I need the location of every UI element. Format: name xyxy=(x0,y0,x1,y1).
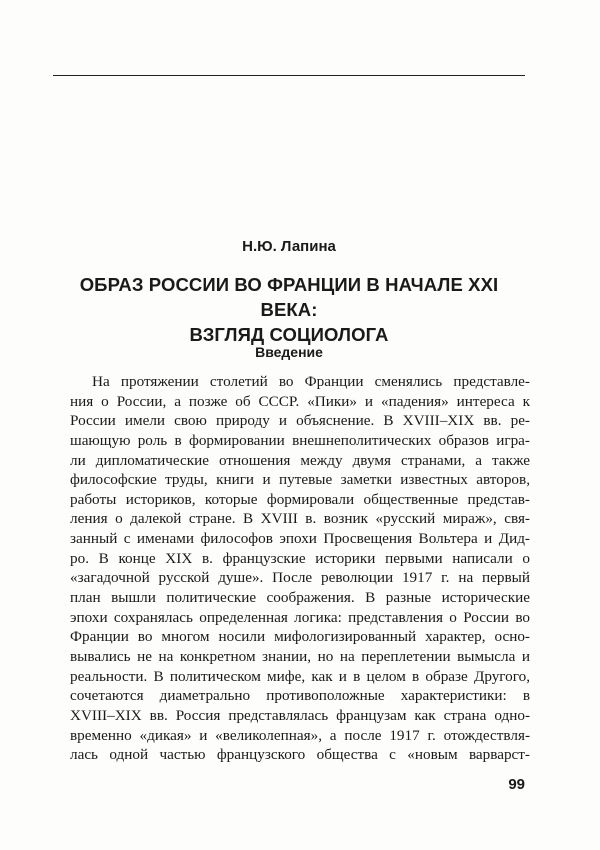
text-line: Франции во многом носили мифологизированный характер, осно- xyxy=(70,628,530,646)
text-line: лась одной частью французского общества с «новым варварст- xyxy=(70,746,530,764)
text-line: вывались не на конкретном знании, но на переплетении вымысла и xyxy=(70,647,530,665)
text-line: план вышли политические соображения. В разные исторические xyxy=(70,589,530,607)
page-number: 99 xyxy=(508,776,525,793)
text-line: «загадочной русской душе». После революции 1917 г. на первый xyxy=(70,569,530,587)
title-line: ОБРАЗ РОССИИ ВО ФРАНЦИИ В НАЧАЛЕ XXI ВЕКА: xyxy=(79,274,499,320)
text-line: сочетаются диаметрально противоположные характеристики: в xyxy=(70,687,530,705)
text-line: ния о России, а позже об СССР. «Пики» и «падения» интереса к xyxy=(70,392,530,410)
text-line: ления о далекой стране. В XVIII в. возник «русский мираж», свя- xyxy=(70,510,530,528)
text-line: работы историков, которые формировали общественные представ- xyxy=(70,490,530,508)
body-paragraph xyxy=(70,372,530,765)
section-heading: Введение xyxy=(255,344,323,360)
text-line: ли дипломатические отношения между двумя странами, а также xyxy=(70,451,530,469)
text-line: занный с именами философов эпохи Просвещения Вольтера и Дид- xyxy=(70,530,530,548)
title-line: ВЗГЛЯД СОЦИОЛОГА xyxy=(189,324,389,345)
text-line: временно «дикая» и «великолепная», а после 1917 г. отождествля- xyxy=(70,726,530,744)
header-rule xyxy=(53,75,525,76)
article-title xyxy=(53,272,525,347)
text-line: На протяжении столетий во Франции сменялись представле- xyxy=(92,373,530,390)
text-line: ро. В конце XIX в. французские историки первыми написали о xyxy=(70,549,530,567)
text-line: России имели свою природу и объяснение. В XVIII–XIX вв. ре- xyxy=(70,412,530,430)
text-line: реальности. В политическом мифе, как и в целом в образе Другого, xyxy=(70,667,530,685)
text-line: философские труды, книги и путевые заметки известных авторов, xyxy=(70,471,530,489)
text-line: эпохи сохранялась определенная логика: представления о России во xyxy=(70,608,530,626)
author-name: Н.Ю. Лапина xyxy=(242,238,336,255)
text-line: шающую роль в формировании внешнеполитических образов игра- xyxy=(70,431,530,449)
text-line: XVIII–XIX вв. Россия представлялась французам как страна одно- xyxy=(70,706,530,724)
